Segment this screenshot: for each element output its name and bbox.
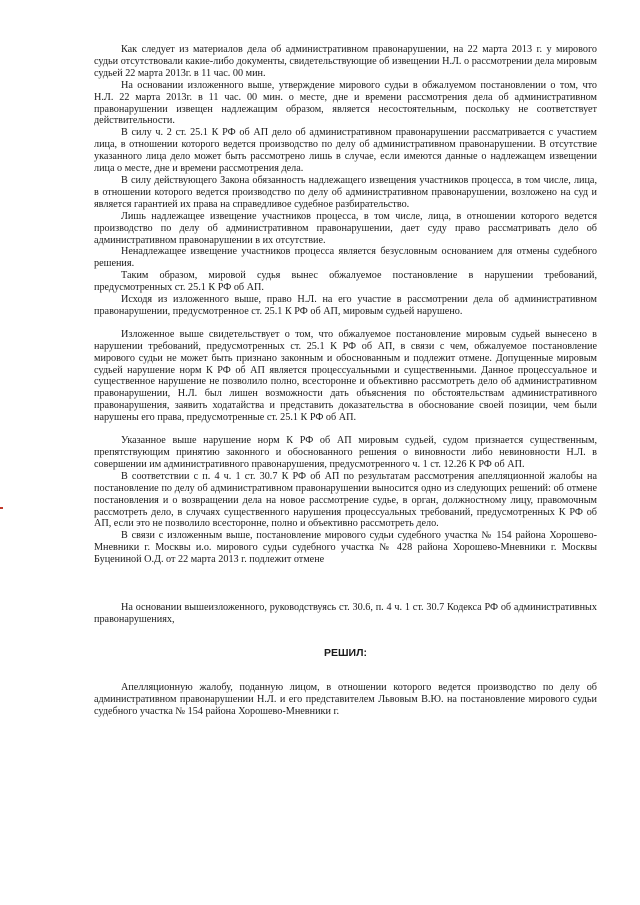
paragraph-12: В связи с изложенным выше, постановление мирового судьи судебного участка № 154 района Хорошево-Мневники г. Москвы и.о. мирового судьи судебного участка № 428 района Хорошево-Мневники г. Москвы Буцениной О.Д. от 22 марта 2013 г. подлежит отмене <box>94 530 597 566</box>
paragraph-10: Указанное выше нарушение норм К РФ об АП мировым судьей, судом признается существенным, препятствующим принятию законного и обоснованного решения о виновности либо невиновности Н.Л. в совершении им административного правонарушения, предусмотренного ч. 1 ст. 12.26 К РФ об АП. <box>94 435 597 470</box>
paragraph-3: В силу ч. 2 ст. 25.1 К РФ об АП дело об административном правонарушении рассматривается с участием лица, в отношении которого ведется производство по делу об административном правонарушении. В отсутствие указанного лица дело может быть рассмотрено лишь в случае, если имеются данные о надлежащем извещении лица о месте, дне и времени рассмотрения дела. <box>94 127 597 175</box>
decision-heading: РЕШИЛ: <box>324 646 367 659</box>
paragraph-5: Лишь надлежащее извещение участников процесса, в том числе, лица, в отношении которого ведется производство по делу об административном правонарушении, дает суду право рассматривать дело об административном правонарушении в их отсутствие. <box>94 210 597 246</box>
final-paragraph: Апелляционную жалобу, поданную лицом, в отношении которого ведется производство по делу об административном правонарушении Н.Л. и его представителем Львовым В.Ю. на постановление мирового судьи судебного участка № 154 района Хорошево-Мневники г. <box>94 681 597 717</box>
margin-mark <box>0 507 3 509</box>
paragraph-7: Таким образом, мировой судья вынес обжалуемое постановление в нарушении требований, предусмотренных ст. 25.1 К РФ об АП. <box>94 270 597 294</box>
paragraph-13: На основании вышеизложенного, руководствуясь ст. 30.6, п. 4 ч. 1 ст. 30.7 Кодекса РФ об административных правонарушениях, <box>94 602 597 625</box>
paragraph-2: На основании изложенного выше, утверждение мирового судьи в обжалуемом постановлении о том, что Н.Л. 22 марта 2013г. в 11 час. 00 мин. о месте, дне и времени рассмотрения дела об административном правонарушении извещен надлежащим образом, является несостоятельным, поскольку не соответствует действительности. <box>94 79 597 127</box>
paragraph-9: Изложенное выше свидетельствует о том, что обжалуемое постановление мировым судьей вынесено в нарушении требований, предусмотренных ст. 25.1 К РФ об АП, в связи с чем, обжалуемое постановление мирового судьи не может быть признано законным и обоснованным и подлежит отмене. Допущенные мировым судьей нарушение норм К РФ об АП является процессуальными и существенными. Данное процессуальное и существенное нарушение не позволило полно, всесторонне и объективно рассмотреть дело об административном правонарушении, Н.Л. был лишен возможности дать объяснения по обстоятельствам административного правонарушения, заявить ходатайства и представить доказательства в обоснование своей позиции, чем были нарушены его права, предусмотренные ст. 25.1 К РФ об АП. <box>94 328 597 424</box>
paragraph-6: Ненадлежащее извещение участников процесса является безусловным основанием для отмены судебного решения. <box>94 246 597 270</box>
document-page <box>94 44 597 718</box>
paragraph-8: Исходя из изложенного выше, право Н.Л. на его участие в рассмотрении дела об административном правонарушении, предусмотренное ст. 25.1 К РФ об АП, мировым судьей нарушено. <box>94 294 597 317</box>
paragraph-4: В силу действующего Закона обязанность надлежащего извещения участников процесса, в том числе, лица, в отношении которого ведется производство по делу об административном правонарушении, возложено на суд и является гарантией их права на справедливое судебное разбирательство. <box>94 174 597 210</box>
paragraph-1: Как следует из материалов дела об административном правонарушении, на 22 марта 2013 г. у мирового судьи отсутствовали какие-либо документы, свидетельствующие об извещении Н.Л. о рассмотрении дела мировым судьей 22 марта 2013г. в 11 час. 00 мин. <box>94 44 597 79</box>
paragraph-11: В соответствии с п. 4 ч. 1 ст. 30.7 К РФ об АП по результатам рассмотрения апелляционной жалобы на постановление по делу об административном правонарушении выносится одно из следующих решений: об отмене постановления и о возвращении дела на новое рассмотрение судье, в орган, должностному лицу, правомочным рассмотреть дело, в случаях существенного нарушения процессуальных требований, предусмотренных К РФ об АП, если это не позволило всесторонне, полно и объективно рассмотреть дело. <box>94 470 597 530</box>
